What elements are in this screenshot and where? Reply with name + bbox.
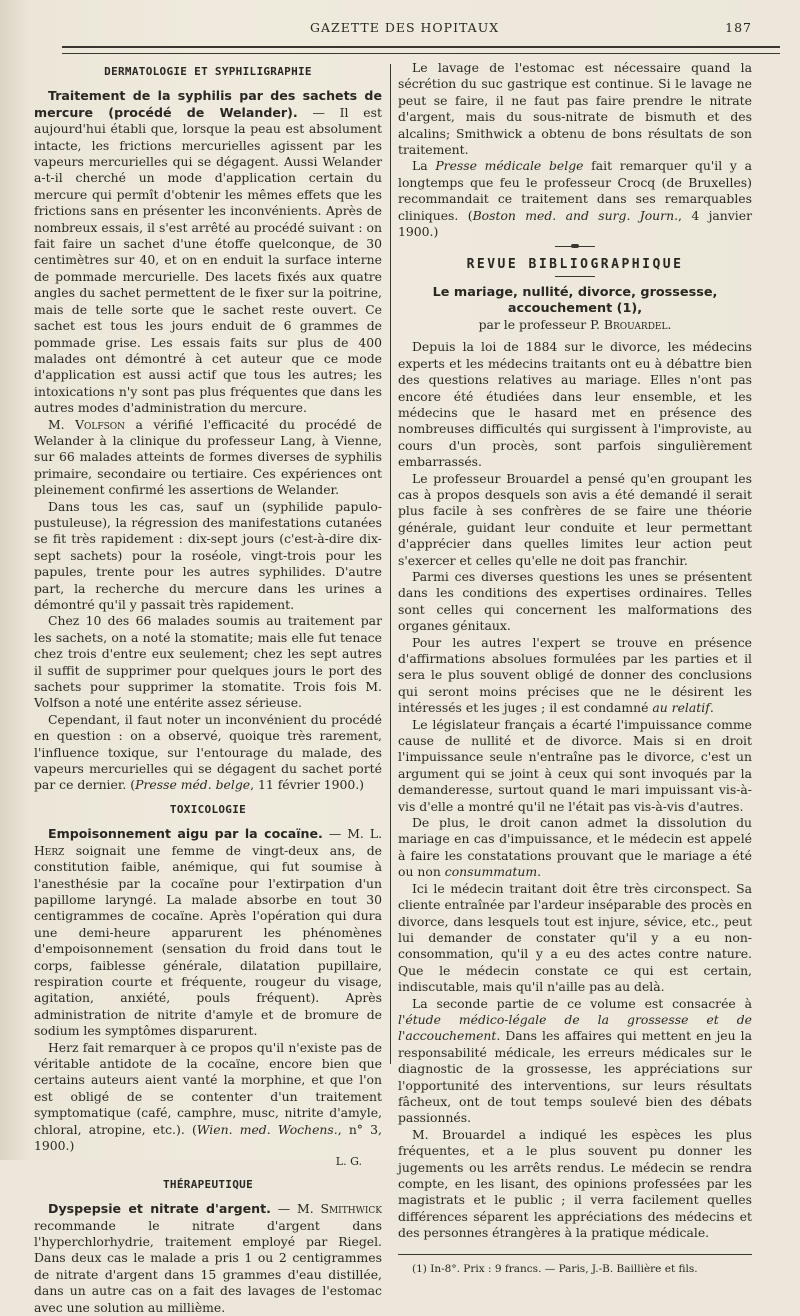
review-paragraph: Depuis la loi de 1884 sur le divorce, les médecins experts et les médecins traitants ont eu à débattre bien des questions relatives au mariage. Elles n'ont pas encore été étudiées dans leur ensemble, et les médecins que le hasard met en présence des nombreuses difficultés qui surgissent à l'improviste, au cours d'un procès, sont parfois singulièrement embarrassés. bbox=[398, 339, 752, 470]
header-rule-thin bbox=[62, 53, 780, 54]
signature-initials: L. G. bbox=[335, 1155, 362, 1169]
review-paragraph: La seconde partie de ce volume est consacrée à l'étude médico-légale de la grossesse et de l'accouchement. Dans les affaires qui mettent en jeu la responsabilité médicale, les erreurs médicales sur le diagnostic de la grossesse, les appréciations sur l'opportunité des interventions, sur leurs résultats fâcheux, ont de tout temps soulevé bien des débats passionnés. bbox=[398, 995, 752, 1126]
article-heading: Empoisonnement aigu par la cocaïne. bbox=[48, 826, 323, 842]
article-paragraph: Herz fait remarquer à ce propos qu'il n'existe pas de véritable antidote de la cocaïne, encore bien que certains auteurs aient vanté la morphine, et que l'on est obligé de se contenter d'un traitement symptomatique (café, camphre, musc, nitrite d'amyle, chloral, atropine, etc.). (Wien. med. Wochens., n° 3, 1900.) bbox=[34, 1039, 382, 1153]
review-paragraph: Ici le médecin traitant doit être très circonspect. Sa cliente entraînée par l'ardeur inséparable des procès en divorce, dans lesquels tout est injure, sévice, etc., peut lui demander de constater qu'il y a eu non-consommation, qu'il y a eu des actes contre nature. Que le médecin constate ce qui est certain, indiscutable, mais qu'il n'aille pas au delà. bbox=[398, 880, 752, 995]
footnote-rule bbox=[398, 1254, 752, 1255]
ornament-divider bbox=[555, 246, 595, 247]
article-paragraph: Dyspepsie et nitrate d'argent. — M. Smithwick recommande le nitrate d'argent dans l'hyperchlorhydrie, traitement employé par Riegel. Dans deux cas le malade a pris 1 ou 2 centigrammes de nitrate d'argent dans 15 grammes d'eau distillée, dans un autre cas on a fait des lavages de l'estomac avec une solution au millième. bbox=[34, 1201, 382, 1315]
source-citation: Presse méd. belge bbox=[135, 777, 251, 793]
journal-title: GAZETTE DES HOPITAUX bbox=[310, 20, 500, 35]
article-paragraph: Traitement de la syphilis par des sachets de mercure (procédé de Welander). — Il est aujourd'hui établi que, lorsque la peau est absolument intacte, les frictions mercurielles agissent par les vapeurs mercurielles qui se dégagent. Aussi Welander a-t-il cherché un mode d'application certain du mercure qui permît d'obtenir les mêmes effets que les frictions sans en présenter les inconvénients. Après de nombreux essais, il s'est arrêté au procédé suivant : on fait faire un sachet d'une étoffe quelconque, de 30 centimètres sur 40, et on en enduit la surface interne de pommade mercurielle. Des lacets fixés aux quatre angles du sachet permettent de le fixer sur la poitrine, mais de telle sorte que le sachet reste ouvert. Ce sachet est tous les jours enduit de 6 grammes de pommade grise. Les essais faits sur plus de 400 malades ont démontré à cet auteur que ce mode d'application est aussi actif que tous les autres; les intoxications n'y sont pas plus fréquentes que dans les autres modes d'administration du mercure. bbox=[34, 88, 382, 416]
article-paragraph: Chez 10 des 66 malades soumis au traitement par les sachets, on a noté la stomatite; mais elle fut tenace chez trois d'entre eux seulement; chez les sept autres il suffit de supprimer pour quelques jours le port des sachets pour supprimer la stomatite. Trois fois M. Volfson a noté une entérite assez sérieuse. bbox=[34, 613, 382, 711]
author-name: Herz bbox=[34, 842, 65, 858]
review-paragraph: M. Brouardel a indiqué les espèces les plus fréquentes, et a le plus souvent pu donner les jugements ou les arrêts rendus. Le médecin se rendra compte, en les lisant, des opinions professées par les magistrats et le public ; il verra facilement quelles différences séparent les appréciations des médecins et des personnes étrangères à la pratique médicale. bbox=[398, 1126, 752, 1241]
review-paragraph: Le professeur Brouardel a pensé qu'en groupant les cas à propos desquels son avis a été demandé il serait plus facile à ses confrères de se faire une théorie générale, guidant leur conduite et leur permettant d'apprécier dans quelles limites leur action peut s'exercer et celles qu'elle ne doit pas franchir. bbox=[398, 470, 752, 568]
article-paragraph: Cependant, il faut noter un inconvénient du procédé en question : on a observé, quoique très rarement, l'influence toxique, sur l'entourage du malade, des vapeurs mercurielles qui se dégagent du sachet porté par ce dernier. (Presse méd. belge, 11 février 1900.) bbox=[34, 711, 382, 793]
running-header bbox=[60, 20, 770, 40]
book-title: Le mariage, nullité, divorce, grossesse, accouchement (1), bbox=[432, 284, 718, 316]
source-citation: Wien. med. Wochens. bbox=[196, 1121, 338, 1137]
review-paragraph: De plus, le droit canon admet la dissolution du mariage en cas d'impuissance, et le médecin est appelé à faire les constatations prouvant que le mariage a été ou non consummatum. bbox=[398, 815, 752, 880]
source-citation: Boston med. and surg. Journ. bbox=[472, 207, 679, 223]
page-number: 187 bbox=[725, 20, 752, 35]
book-author: par le professeur P. Brouardel. bbox=[478, 316, 672, 332]
article-paragraph: Dans tous les cas, sauf un (syphilide papulo-pustuleuse), la régression des manifestations cutanées se fit très rapidement : dix-sept jours (c'est-à-dire dix-sept sachets) pour la roséole, vingt-trois pour les papules, trente pour les autres syphilides. D'autre part, la recherche du mercure dans les urines a démontré qu'il y passait très rapidement. bbox=[34, 498, 382, 612]
footnote: (1) In-8°. Prix : 9 francs. — Paris, J.-B. Baillière et fils. bbox=[412, 1262, 698, 1275]
source-citation: Presse médicale belge bbox=[435, 158, 584, 174]
article-heading: Traitement de la syphilis par des sachets de mercure (procédé de Welander). bbox=[34, 88, 382, 120]
section-title-revue: REVUE BIBLIOGRAPHIQUE bbox=[398, 257, 752, 276]
section-title-dermatologie: DERMATOLOGIE ET SYPHILIGRAPHIE bbox=[104, 65, 312, 78]
article-heading: Dyspepsie et nitrate d'argent. bbox=[48, 1201, 271, 1217]
author-name: Smithwick bbox=[320, 1201, 382, 1217]
author-name: M. Volfson bbox=[48, 416, 126, 432]
article-paragraph: Empoisonnement aigu par la cocaïne. — M. L. Herz soignait une femme de vingt-deux ans, de constitution faible, anémique, qui fut soumise à l'anesthésie par la cocaïne pour l'extirpation d'un papillome laryngé. La malade absorbe en tout 30 centigrammes de cocaïne. Après l'opération qui dura une demi-heure apparurent les phénomènes d'empoisonnement (sensation du froid dans tout le corps, faiblesse générale, dilatation pupillaire, respiration courte et fréquente, rougeur du visage, agitation, anxiété, pouls fréquent). Après administration de nitrite d'amyle et de bromure de sodium les symptômes disparurent. bbox=[34, 826, 383, 1039]
header-rule bbox=[62, 46, 780, 48]
article-paragraph: Le lavage de l'estomac est nécessaire quand la sécrétion du suc gastrique est continue. Si le lavage ne peut se faire, il ne faut pas faire prendre le nitrate d'argent, mais du sous-nitrate de bismuth et des alcalins; Smithwick a obtenu de bons résultats de son traitement. bbox=[398, 60, 752, 158]
review-paragraph: Pour les autres l'expert se trouve en présence d'affirmations absolues formulées par les parties et il sera le plus souvent obligé de donner des conclusions qui seront moins précises que ne le désirent les intéressés et les juges ; il est condamné au relatif. bbox=[398, 634, 752, 716]
section-title-therapeutique: THÉRAPEUTIQUE bbox=[163, 1177, 253, 1191]
article-paragraph: M. Volfson a vérifié l'efficacité du procédé de Welander à la clinique du professeur Lang, à Vienne, sur 66 malades atteints de formes diverses de syphilis primaire, secondaire ou tertiaire. Ces expériences ont pleinement confirmé les assertions de Welander. bbox=[34, 416, 382, 498]
review-paragraph: Le législateur français a écarté l'impuissance comme cause de nullité et de divorce. Mais si en droit l'impuissance seule n'entraîne pas le divorce, c'est un argument qui se joint à ceux qui sont invoqués par la demanderesse, surtout quand le mari impuissant vis-à-vis d'elle a montré qu'il ne l'était pas vis-à-vis d'autres. bbox=[398, 716, 752, 814]
article-paragraph: La Presse médicale belge fait remarquer qu'il y a longtemps que feu le professeur Crocq (de Bruxelles) recommandait ce traitement dans ses remarquables cliniques. (Boston med. and surg. Journ., 4 janvier 1900.) bbox=[398, 158, 752, 240]
column-divider bbox=[390, 64, 391, 1064]
review-paragraph: Parmi ces diverses questions les unes se présentent dans les conditions des expertises ordinaires. Telles sont celles qui concernent les malformations des organes génitaux. bbox=[398, 568, 752, 634]
left-column bbox=[34, 60, 382, 1316]
right-column bbox=[398, 60, 752, 1277]
section-title-toxicologie: TOXICOLOGIE bbox=[169, 802, 247, 816]
